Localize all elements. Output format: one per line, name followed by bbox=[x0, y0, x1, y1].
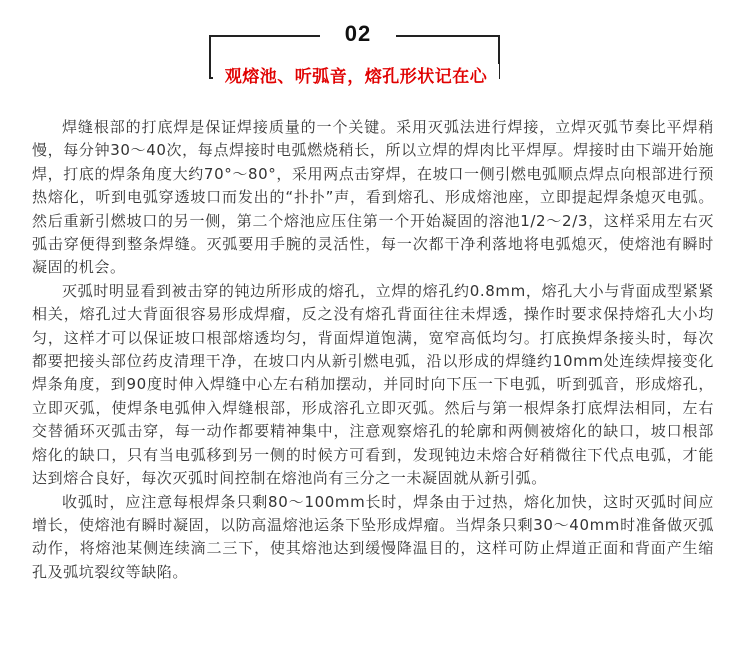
frame-top-right-line bbox=[382, 35, 500, 37]
frame-top-left-line bbox=[209, 35, 331, 37]
section-header bbox=[0, 0, 744, 100]
paragraph-arc-end: 收弧时，应注意每根焊条只剩80～100mm长时，焊条由于过热，熔化加快，这时灭弧时间应增长，使熔池有瞬时凝固，以防高温熔池运条下坠形成焊瘤。当焊条只剩30～40mm时准备做灭弧动作，将熔池某侧连续滴二三下，使其熔池达到缓慢降温目的，这样可防止焊道正面和背面产生缩孔及弧坑裂纹等缺陷。 bbox=[32, 492, 714, 581]
section-number: 02 bbox=[320, 20, 396, 48]
section-subtitle: 观熔池、听弧音，熔孔形状记在心 bbox=[213, 64, 499, 90]
paragraph-root-pass: 焊缝根部的打底焊是保证焊接质量的一个关键。采用灭弧法进行焊接，立焊灭弧节奏比平焊稍慢，每分钟30～40次，每点焊接时电弧燃烧稍长，所以立焊的焊肉比平焊厚。焊接时由下端开始施焊，打底的焊条角度大约70°～80°，采用两点击穿焊，在坡口一侧引燃电弧顺点焊点向根部进行预热熔化，听到电弧穿透坡口而发出的“扑扑”声，看到熔孔、形成熔池座，立即提起焊条熄灭电弧。然后重新引燃坡口的另一侧，第二个熔池应压住第一个开始凝固的溶池1/2～2/3，这样采用左右灭弧击穿便得到整条焊缝。灭弧要用手腕的灵活性，每一次都干净利落地将电弧熄灭，使熔池有瞬时凝固的机会。 bbox=[32, 118, 714, 277]
paragraph-keyhole: 灭弧时明显看到被击穿的钝边所形成的熔孔，立焊的熔孔约0.8mm，熔孔大小与背面成型紧紧相关，熔孔过大背面很容易形成焊瘤，反之没有熔孔背面往往未焊透，操作时要求保持熔孔大小均匀，这样才可以保证坡口根部熔透均匀，背面焊道饱满，宽窄高低均匀。打底换焊条接头时，每次都要把接头部位药皮清理干净，在坡口内从新引燃电弧，沿以形成的焊缝约10mm处连续焊接变化焊条角度，到90度时伸入焊缝中心左右稍加摆动，并同时向下压一下电弧，听到弧音，形成熔孔，立即灭弧，使焊条电弧伸入焊缝根部，形成溶孔立即灭弧。然后与第一根焊条打底焊法相同，左右交替循环灭弧击穿，每一动作都要精神集中，注意观察熔孔的轮廓和两侧被熔化的缺口，坡口根部熔化的缺口，只有当电弧移到另一侧的时候方可看到，发现钝边未熔合好稍微往下代点电弧，才能达到熔合良好，每次灭弧时间控制在熔池尚有三分之一未凝固就从新引弧。 bbox=[32, 281, 714, 488]
article-body bbox=[32, 116, 714, 584]
